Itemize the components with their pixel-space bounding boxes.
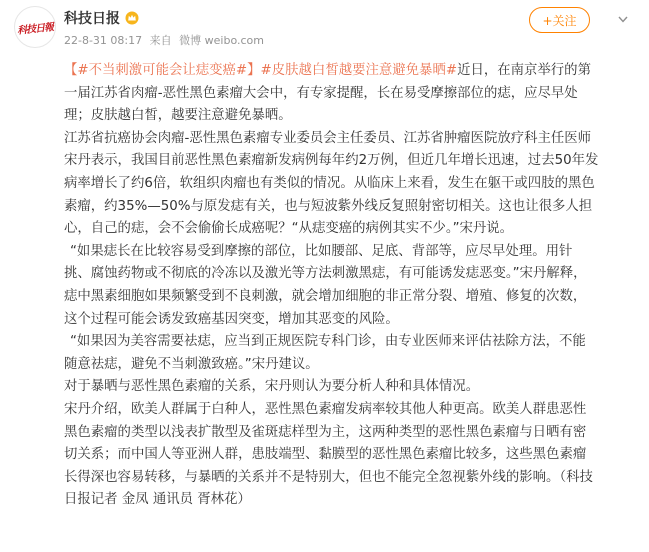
chevron-down-icon[interactable]	[618, 16, 628, 23]
paragraph-1	[64, 60, 599, 128]
topic-link-2[interactable]: #皮肤越白皙越要注意避免暴晒#	[260, 63, 458, 78]
avatar-logo: 科技日報	[16, 21, 54, 37]
post-time[interactable]: 22-8-31 08:17	[64, 34, 143, 47]
follow-button[interactable]: +关注	[529, 7, 590, 33]
post-content	[64, 60, 599, 512]
paragraph-3: “如果痣长在比较容易受到摩擦的部位，比如腰部、足底、背部等，应尽早处理。用针挑、腐蚀药物或不彻底的冷冻以及激光等方法刺激黑痣，有可能诱发痣恶变。”宋丹解释，痣中黑素细胞如果频繁受到不良刺激，就会增加细胞的非正常分裂、增殖、修复的次数，这个过程可能会诱发致癌基因突变，增加其恶变的风险。	[64, 243, 587, 327]
author-row	[64, 8, 139, 28]
crown-badge-icon	[125, 11, 139, 25]
avatar[interactable]	[14, 6, 56, 48]
author-name[interactable]: 科技日报	[64, 11, 120, 27]
source-prefix: 来自	[149, 34, 172, 47]
paragraph-6: 宋丹介绍，欧美人群属于白种人，恶性黑色素瘤发病率较其他人种更高。欧美人群患恶性黑色素瘤的类型以浅表扩散型及雀斑痣样型为主，这两种类型的恶性黑色素瘤与日晒有密切关系；而中国人等亚洲人群，患肢端型、黏膜型的恶性黑色素瘤比较多，这些黑色素瘤长得深也容易转移，与暴晒的关系并不是特别大，但也不能完全忽视紫外线的影响。（科技日报记者 金凤 通讯员 胥林花）	[64, 401, 593, 508]
topic-link-1[interactable]: 【#不当刺激可能会让痣变癌#】	[64, 63, 261, 78]
paragraph-2: 江苏省抗癌协会肉瘤-恶性黑色素瘤专业委员会主任委员、江苏省肿瘤医院放疗科主任医师宋丹表示，我国目前恶性黑色素瘤新发病例每年约2万例，但近几年增长迅速，过去50年发病率增长了约6倍，软组织肉瘤也有类似的情况。从临床上来看，发生在躯干或四肢的黑色素瘤，约35%—50%与原发痣有关，也与短波紫外线反复照射密切相关。这也让很多人担心，自己的痣，会不会偷偷长成癌呢？“从痣变癌的病例其实不少。”宋丹说。	[64, 130, 599, 237]
paragraph-1-text: 近日，在南京举行的第一届江苏省肉瘤-恶性黑色素瘤大会中，有专家提醒，长在易受摩擦部位的痣，应尽早处理；皮肤越白皙，越要注意避免暴晒。	[64, 63, 591, 124]
post-meta	[64, 32, 268, 48]
paragraph-4: “如果因为美容需要祛痣，应当到正规医院专科门诊，由专业医师来评估祛除方法，不能随意祛痣，避免不当刺激致癌。”宋丹建议。	[64, 334, 586, 372]
post-source[interactable]: 微博 weibo.com	[179, 34, 264, 47]
paragraph-5: 对于暴晒与恶性黑色素瘤的关系，宋丹则认为要分析人种和具体情况。	[64, 379, 480, 395]
